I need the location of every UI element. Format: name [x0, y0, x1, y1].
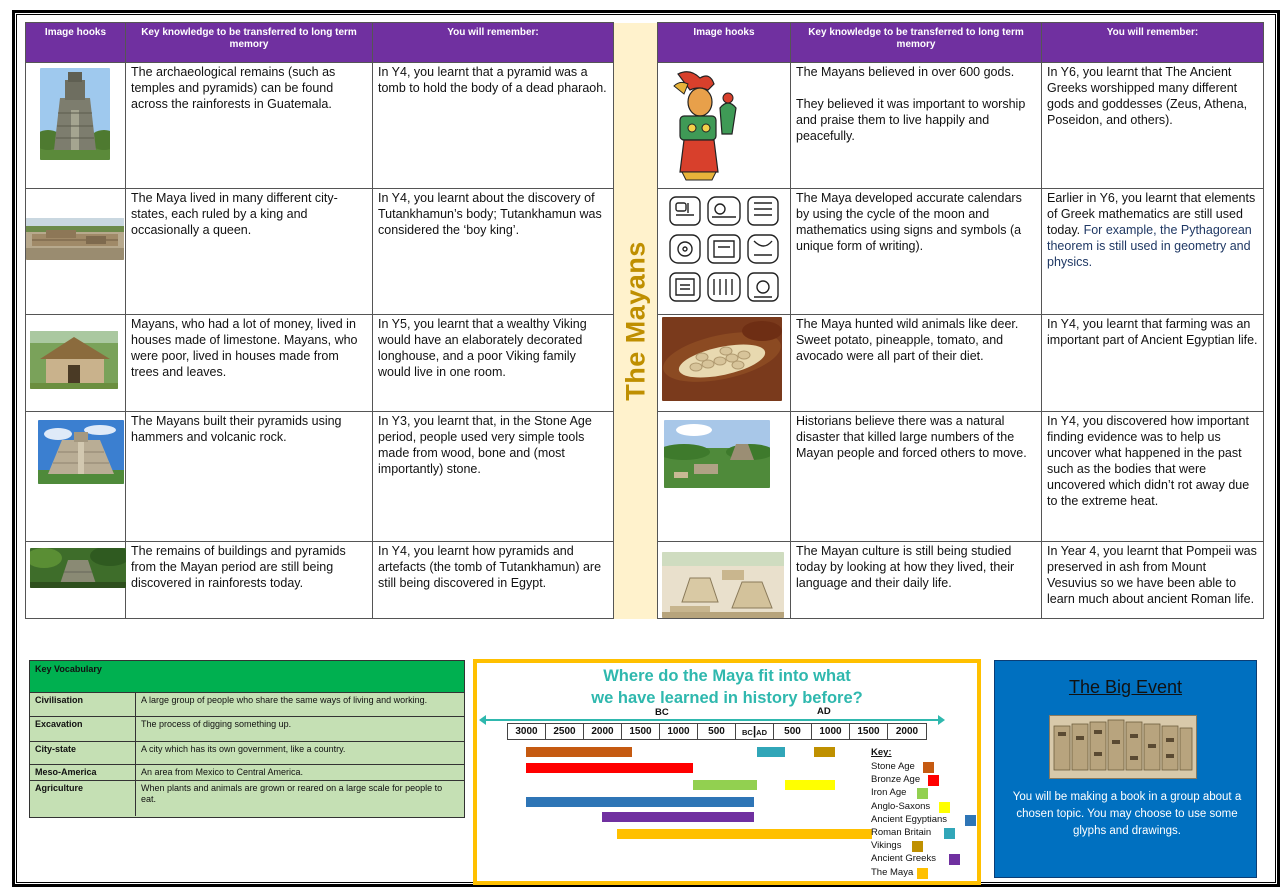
ad-label: AD — [817, 706, 831, 717]
timeline-tick-label: 500 — [774, 724, 812, 739]
timeline-key-swatch — [912, 841, 923, 852]
remember-cell: In Y4, you learnt how pyramids and artefacts (the tomb of Tutankhamun) are still being discovered in Egypt. — [373, 542, 614, 619]
timeline-key-label: Ancient Egyptians — [871, 813, 948, 825]
big-event-panel — [994, 660, 1257, 878]
timeline-key-label: Stone Age — [871, 761, 915, 772]
vocabulary-row — [30, 742, 464, 765]
timeline-tick-label: 1000 — [812, 724, 850, 739]
vocabulary-definition: A city which has its own government, like a country. — [141, 744, 346, 754]
limestone-house-photo — [30, 331, 118, 389]
remember-cell: In Y6, you learnt that The Ancient Greeks worshipped many different gods and goddesses (Zeus, Athena, Poseidon, and others). — [1042, 63, 1264, 189]
vocabulary-term: Civilisation — [30, 693, 136, 716]
big-event-description: You will be making a book in a group about a chosen topic. You may choose to use some glyphs and drawings. — [1012, 791, 1242, 837]
timeline-key-label: Bronze Age — [871, 774, 921, 786]
timeline-key-title: Key: — [871, 747, 892, 758]
timeline-tick-label: 500 — [698, 724, 736, 739]
vocabulary-term: Meso-America — [30, 765, 136, 780]
timeline-key-swatch — [949, 854, 960, 865]
timeline-tick-label: 2000 — [584, 724, 622, 739]
knowledge-organiser-table — [25, 22, 1264, 619]
key-knowledge-line: The Mayans believed in over 600 gods. — [796, 65, 1015, 79]
remember-line-highlight: For example, the Pythagorean theorem is still used in geometry and physics. — [1047, 223, 1252, 269]
header-you-will-remember: You will remember: — [1042, 23, 1264, 63]
timeline-key-swatch — [939, 802, 950, 813]
vocabulary-definition: The process of digging something up. — [141, 719, 292, 729]
key-knowledge-cell: The Maya hunted wild animals like deer. Sweet potato, pineapple, tomato, and avocado were all part of their diet. — [791, 315, 1042, 412]
mayan-codex-photo — [1049, 715, 1197, 779]
vertical-title: The Mayans — [620, 240, 650, 401]
remember-cell: In Y4, you learnt that a pyramid was a tomb to hold the body of a dead pharaoh. — [373, 63, 614, 189]
timeline-key-label: Vikings — [871, 840, 902, 852]
timeline-bar — [602, 812, 754, 822]
image-hook — [26, 542, 126, 619]
vocabulary-definition: When plants and animals are grown or reared on a large scale for people to eat. — [141, 783, 443, 804]
key-vocabulary-table — [29, 660, 465, 818]
remember-cell: In Y5, you learnt that a wealthy Viking would have an elaborately decorated longhouse, and a poor Viking family would live in one room. — [373, 315, 614, 412]
timeline-bar — [526, 747, 632, 757]
timeline-title-line-2: we have learned in history before? — [591, 689, 863, 707]
timeline-scale — [507, 723, 927, 740]
image-hook — [658, 63, 791, 189]
header-key-knowledge: Key knowledge to be transferred to long term memory — [791, 23, 1042, 63]
mayan-glyphs-drawing — [668, 195, 781, 305]
remember-line: Earlier in Y6, you learnt that elements of Greek mathematics are still used today. — [1047, 191, 1256, 237]
chichen-itza-photo — [38, 420, 124, 484]
remember-cell: In Y4, you learnt that farming was an important part of Ancient Egyptian life. — [1042, 315, 1264, 412]
key-knowledge-cell: The remains of buildings and pyramids from the Mayan period are still being discovered in rainforests today. — [126, 542, 373, 619]
cacao-pod-photo — [662, 317, 782, 401]
image-hook — [658, 542, 791, 619]
bc-label: BC — [655, 707, 669, 718]
header-you-will-remember: You will remember: — [373, 23, 614, 63]
city-state-ruins-photo — [26, 218, 124, 260]
remember-cell: In Y3, you learnt that, in the Stone Age period, people used very simple tools made from wood, bone and (most importantly) stone. — [373, 412, 614, 542]
landscape-ruins-photo — [664, 420, 770, 488]
timeline-bar — [785, 780, 835, 790]
timeline-key-swatch — [917, 868, 928, 879]
timeline-key-label: Anglo-Saxons — [871, 800, 931, 812]
key-knowledge-cell: Mayans, who had a lot of money, lived in houses made of limestone. Mayans, who were poor, lived in houses made from trees and leaves. — [126, 315, 373, 412]
key-knowledge-cell: The Maya developed accurate calendars by using the cycle of the moon and mathematics using signs and symbols (a unique form of writing). — [791, 189, 1042, 315]
vocabulary-row — [30, 693, 464, 717]
timeline-key-swatch — [917, 788, 928, 799]
key-knowledge-cell: The Mayan culture is still being studied today by looking at how they lived, their language and their daily life. — [791, 542, 1042, 619]
key-knowledge-cell: The Mayans built their pyramids using hammers and volcanic rock. — [126, 412, 373, 542]
timeline-tick-label: 1000 — [660, 724, 698, 739]
vocabulary-definition: An area from Mexico to Central America. — [141, 767, 304, 777]
timeline-key-swatch — [923, 762, 934, 773]
image-hook — [26, 315, 126, 412]
key-knowledge-cell: Historians believe there was a natural disaster that killed large numbers of the Mayan people and forced others to move. — [791, 412, 1042, 542]
timeline-bar — [814, 747, 835, 757]
timeline-bar — [526, 763, 693, 773]
image-hook — [26, 189, 126, 315]
image-hook — [26, 412, 126, 542]
image-hook — [658, 412, 791, 542]
mayan-god-drawing — [670, 68, 748, 182]
pyramid-temple-photo — [40, 68, 110, 160]
timeline-tick-label: BC|AD — [736, 724, 774, 739]
timeline-bar — [757, 747, 785, 757]
vocabulary-definition: A large group of people who share the same ways of living and working. — [141, 695, 428, 705]
timeline-key-label: The Maya — [871, 866, 914, 878]
timeline-key-swatch — [944, 828, 955, 839]
remember-cell: In Y4, you learnt about the discovery of Tutankhamun’s body; Tutankhamun was considered the ‘boy king’. — [373, 189, 614, 315]
image-hook — [658, 315, 791, 412]
vocabulary-row — [30, 717, 464, 742]
vocabulary-title: Key Vocabulary — [30, 661, 464, 693]
timeline-key-label: Roman Britain — [871, 827, 932, 838]
timeline-title-line-1: Where do the Maya fit into what — [603, 667, 851, 685]
vocabulary-term: City-state — [30, 742, 136, 764]
timeline-tick-label: 3000 — [508, 724, 546, 739]
title-band — [614, 23, 658, 619]
timeline-bar — [693, 780, 757, 790]
mayan-city-illustration — [662, 552, 784, 618]
history-timeline — [473, 659, 981, 885]
timeline-key-swatch — [928, 775, 939, 786]
vocabulary-row — [30, 765, 464, 781]
key-knowledge-cell — [791, 63, 1042, 189]
header-image-hooks: Image hooks — [658, 23, 791, 63]
timeline-key-swatch — [965, 815, 976, 826]
vocabulary-term: Agriculture — [30, 781, 136, 816]
timeline-key-label: Ancient Greeks — [871, 853, 936, 865]
header-image-hooks: Image hooks — [26, 23, 126, 63]
timeline-bar — [526, 797, 754, 807]
key-knowledge-cell: The archaeological remains (such as temples and pyramids) can be found across the rainforests in Guatemala. — [126, 63, 373, 189]
key-knowledge-cell: The Maya lived in many different city-states, each ruled by a king and occasionally a queen. — [126, 189, 373, 315]
timeline-key-label: Iron Age — [871, 787, 907, 799]
image-hook — [26, 63, 126, 189]
big-event-title: The Big Event — [1068, 677, 1183, 697]
vocabulary-term: Excavation — [30, 717, 136, 741]
timeline-tick-label: 1500 — [850, 724, 888, 739]
timeline-tick-label: 1500 — [622, 724, 660, 739]
timeline-tick-label: 2500 — [546, 724, 584, 739]
remember-cell: In Y4, you discovered how important finding evidence was to help us uncover what happened in the past such as the bodies that were uncovered which didn’t rot away due to the extreme heat. — [1042, 412, 1264, 542]
rainforest-ruins-photo — [30, 548, 126, 588]
timeline-axis-arrow — [483, 719, 941, 721]
vocabulary-row — [30, 781, 464, 816]
line-gap — [796, 80, 1036, 96]
timeline-bar — [617, 829, 872, 839]
timeline-tick-label: 2000 — [895, 726, 919, 737]
remember-cell — [1042, 189, 1264, 315]
key-knowledge-line: They believed it was important to worship and praise them to live happily and peacefully. — [796, 97, 1026, 143]
image-hook — [658, 189, 791, 315]
header-key-knowledge: Key knowledge to be transferred to long term memory — [126, 23, 373, 63]
remember-cell: In Year 4, you learnt that Pompeii was preserved in ash from Mount Vesuvius so we have been able to learn much about ancient Roman life. — [1042, 542, 1264, 619]
